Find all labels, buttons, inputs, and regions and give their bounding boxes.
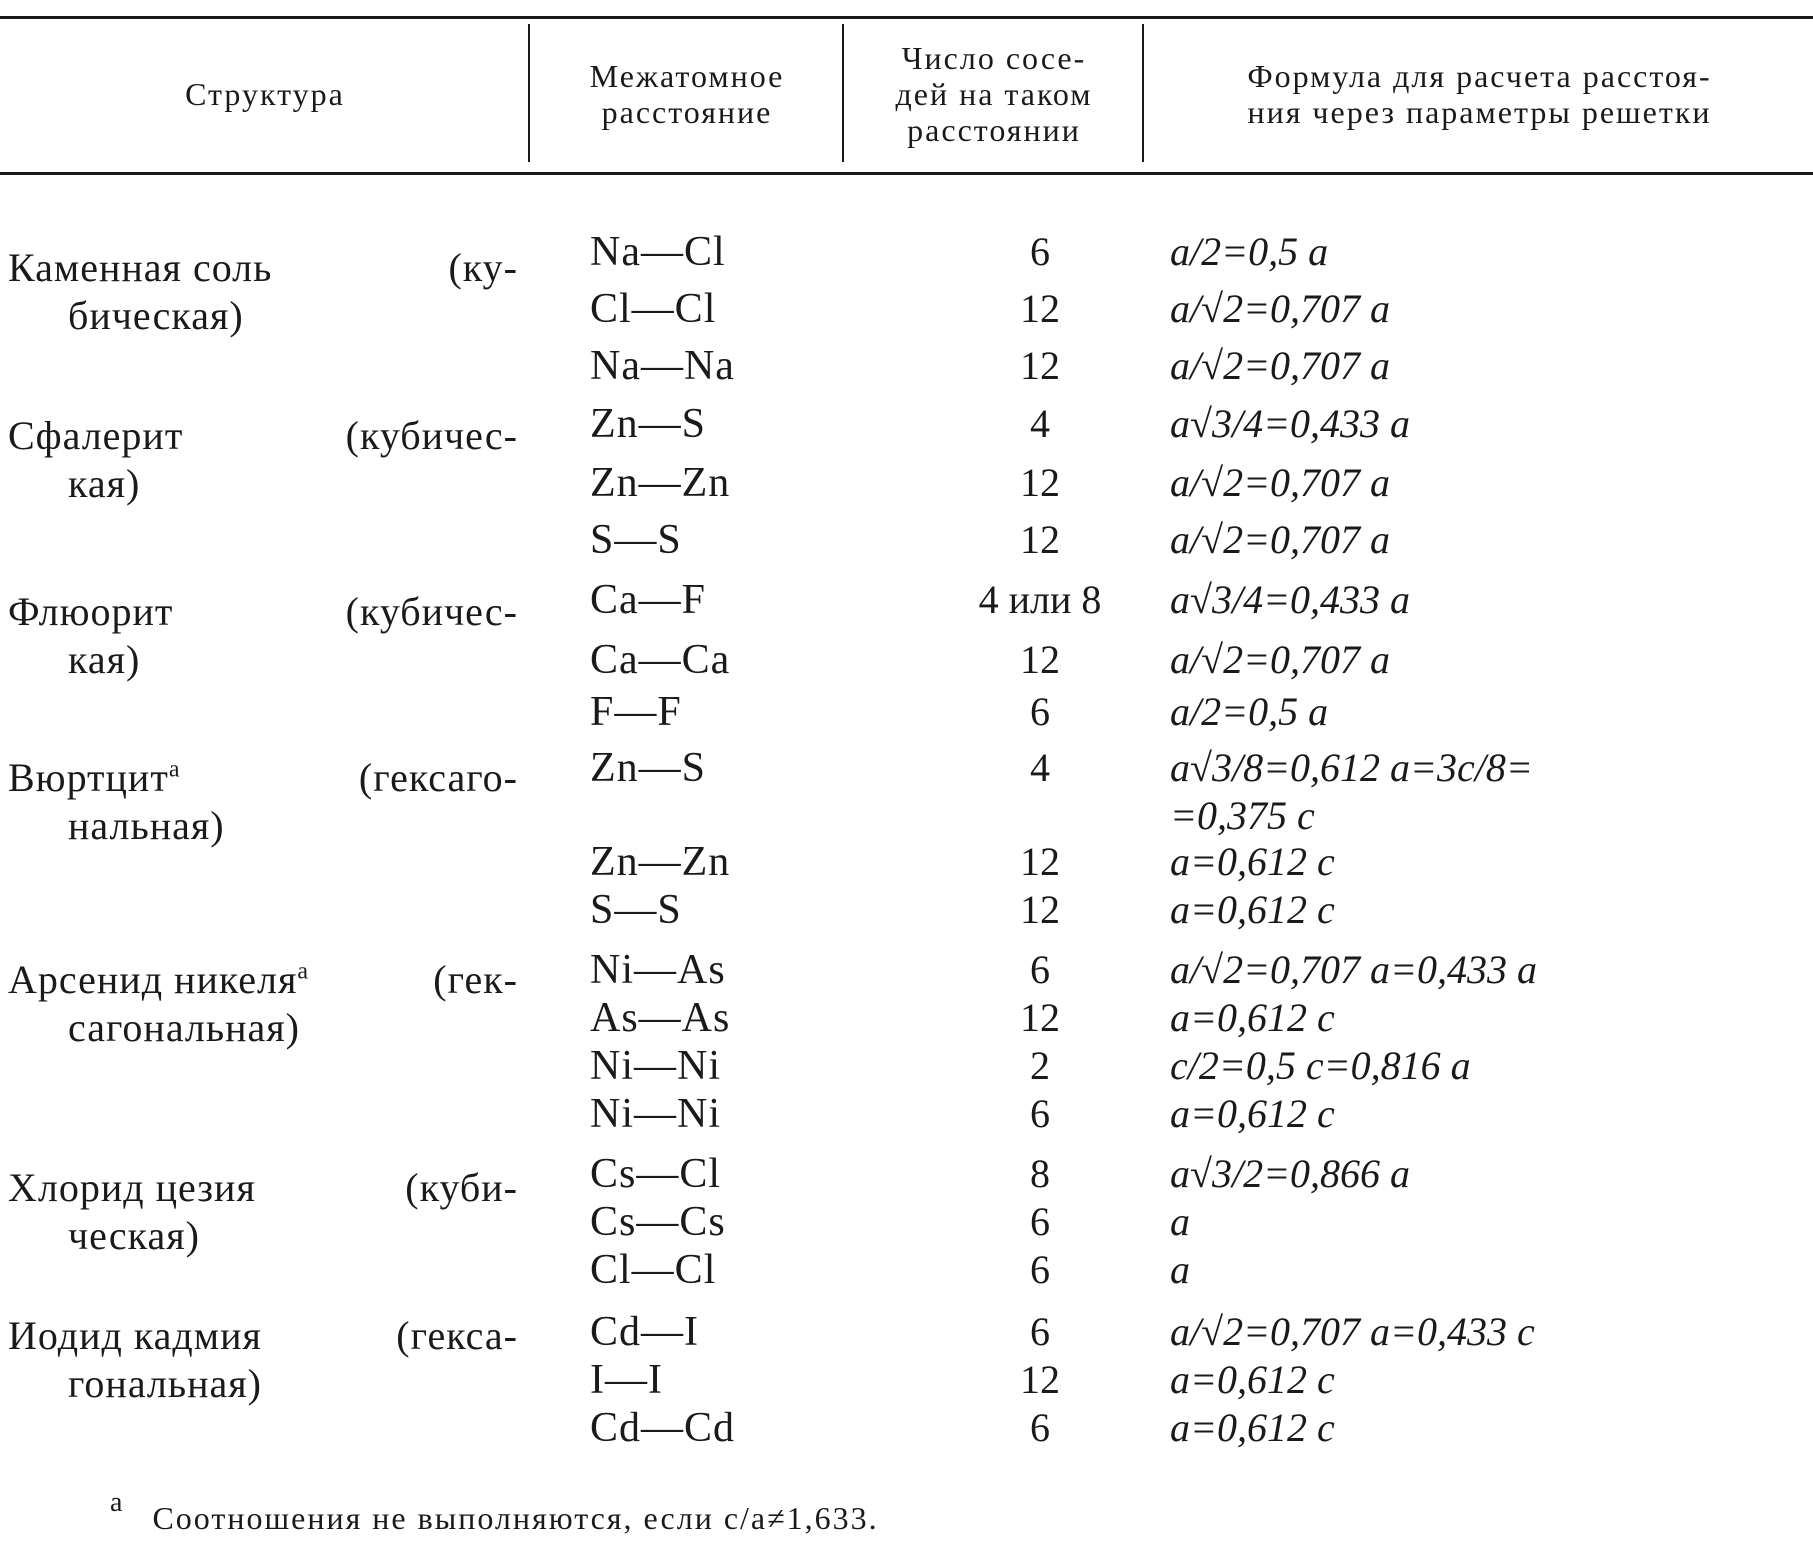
atom-pair: Cs—Cl [590,1151,722,1197]
neighbor-count: 12 [1020,286,1060,331]
distance-formula: a=0,612 c [1170,1405,1335,1450]
footnote-ref: а [297,958,310,985]
distance-formula: a/√2=0,707 a [1170,286,1391,331]
atom-pair: Ca—F [590,577,707,623]
neighbor-count: 12 [1020,637,1060,682]
header-structure: Структура [185,76,345,112]
atom-pair: Ca—Ca [590,637,731,683]
table-row [0,516,1813,564]
table-row [0,342,1813,390]
structure-name: Сфалерит [8,413,184,458]
atom-pair: Cl—Cl [590,286,717,332]
table-row [0,1150,1813,1198]
structure-name: Вюртцит [8,755,169,800]
neighbor-count: 12 [1020,1357,1060,1402]
structure-type-cont: кая) [68,461,141,506]
atom-pair: Cd—I [590,1309,699,1355]
header-divider [842,24,844,162]
table-row [0,459,1813,507]
atom-pair: F—F [590,689,682,735]
atom-pair: Zn—S [590,401,707,447]
atom-pair: I—I [590,1357,663,1403]
table-row [0,1356,1813,1404]
atom-pair: Ni—As [590,947,726,993]
table-row [0,838,1813,886]
neighbor-count: 6 [1030,229,1050,274]
table-row [0,1042,1813,1090]
structure-type: (гек- [433,957,518,1002]
header-distance: Межатомное расстояние [589,58,785,130]
structure-name: Хлорид цезия [8,1165,256,1210]
distance-formula: a/√2=0,707 a [1170,637,1391,682]
structure-type-cont: бическая) [68,293,244,338]
header-bottom-rule [0,172,1813,175]
distance-formula: a√3/8=0,612 a=3c/8= =0,375 c [1170,745,1533,838]
atom-pair: Cs—Cs [590,1199,726,1245]
structure-type-cont: ческая) [68,1213,200,1258]
structure-name: Арсенид никеля [8,957,298,1002]
atom-pair: As—As [590,995,731,1041]
table-row [0,946,1813,994]
table-row [0,576,1813,624]
atom-pair: Cd—Cd [590,1405,736,1451]
neighbor-count: 12 [1020,887,1060,932]
distance-formula: a=0,612 c [1170,839,1335,884]
header-neighbors: Число сосе- дей на таком расстоянии [895,40,1093,148]
atom-pair: Zn—Zn [590,839,731,885]
atom-pair: Zn—Zn [590,460,731,506]
distance-formula: a/√2=0,707 a=0,433 a [1170,947,1538,992]
table-row [0,1246,1813,1294]
table-row [0,994,1813,1042]
distance-formula: c/2=0,5 c=0,816 a [1170,1043,1471,1088]
table-row [0,400,1813,448]
atom-pair: S—S [590,887,682,933]
structure-type: (куби- [405,1165,518,1210]
neighbor-count: 4 [1030,745,1050,790]
neighbor-count: 6 [1030,1405,1050,1450]
neighbor-count: 6 [1030,1199,1050,1244]
structure-name: Флюорит [8,589,174,634]
atom-pair: S—S [590,517,682,563]
structure-type: (ку- [448,245,518,290]
distance-formula: a√3/4=0,433 a [1170,401,1411,446]
atom-pair: Zn—S [590,745,707,791]
distance-formula: a√3/4=0,433 a [1170,577,1411,622]
neighbor-count: 4 или 8 [978,577,1102,622]
footnote [110,1487,879,1537]
distance-formula: a=0,612 c [1170,995,1335,1040]
table-row [0,1308,1813,1356]
table-row [0,886,1813,934]
distance-formula: a=0,612 c [1170,1357,1335,1402]
distance-formula: a=0,612 c [1170,887,1335,932]
neighbor-count: 2 [1030,1043,1050,1088]
distance-formula: a [1170,1247,1190,1292]
footnote-ref: а [168,756,181,783]
table-row [0,1404,1813,1452]
neighbor-count: 12 [1020,995,1060,1040]
structure-name: Иодид кадмия [8,1313,262,1358]
neighbor-count: 4 [1030,401,1050,446]
table-row [0,636,1813,684]
structure-type-cont: нальная) [68,803,225,848]
distance-formula: a/√2=0,707 a [1170,517,1391,562]
atom-pair: Na—Na [590,343,735,389]
atom-pair: Ni—Ni [590,1091,721,1137]
neighbor-count: 6 [1030,947,1050,992]
neighbor-count: 6 [1030,1091,1050,1136]
footnote-mark: а [110,1487,125,1518]
table-top-rule [0,16,1813,19]
structure-type-cont: гональная) [68,1361,263,1406]
distance-formula: a√3/2=0,866 a [1170,1151,1411,1196]
structure-type: (гексаго- [358,755,518,800]
footnote-text: Соотношения не выполняются, если c/a≠1,633. [152,1500,879,1536]
neighbor-count: 12 [1020,517,1060,562]
neighbor-count: 12 [1020,343,1060,388]
distance-formula: a/√2=0,707 a [1170,460,1391,505]
distance-formula: a/2=0,5 a [1170,229,1329,274]
atom-pair: Cl—Cl [590,1247,717,1293]
atom-pair: Ni—Ni [590,1043,721,1089]
table-row [0,688,1813,736]
table-row [0,228,1813,276]
table-row [0,285,1813,333]
distance-formula: a/2=0,5 a [1170,689,1329,734]
neighbor-count: 6 [1030,1247,1050,1292]
neighbor-count: 12 [1020,839,1060,884]
neighbor-count: 12 [1020,460,1060,505]
neighbor-count: 6 [1030,1309,1050,1354]
distance-formula: a/√2=0,707 a [1170,343,1391,388]
structure-type: (гекса- [396,1313,518,1358]
structure-name: Каменная соль [8,245,273,290]
table-row [0,1090,1813,1138]
header-formula: Формула для расчета расстоя- ния через параметры решетки [1247,58,1712,130]
header-divider [528,24,530,162]
atom-pair: Na—Cl [590,229,726,275]
neighbor-count: 8 [1030,1151,1050,1196]
structure-type-cont: сагональная) [68,1005,300,1050]
distance-formula: a/√2=0,707 a=0,433 c [1170,1309,1535,1354]
structure-type: (кубичес- [345,589,518,634]
structure-type: (кубичес- [345,413,518,458]
distance-formula: a [1170,1199,1190,1244]
table-row [0,1198,1813,1246]
header-divider [1142,24,1144,162]
structure-type-cont: кая) [68,637,141,682]
neighbor-count: 6 [1030,689,1050,734]
distance-formula: a=0,612 c [1170,1091,1335,1136]
